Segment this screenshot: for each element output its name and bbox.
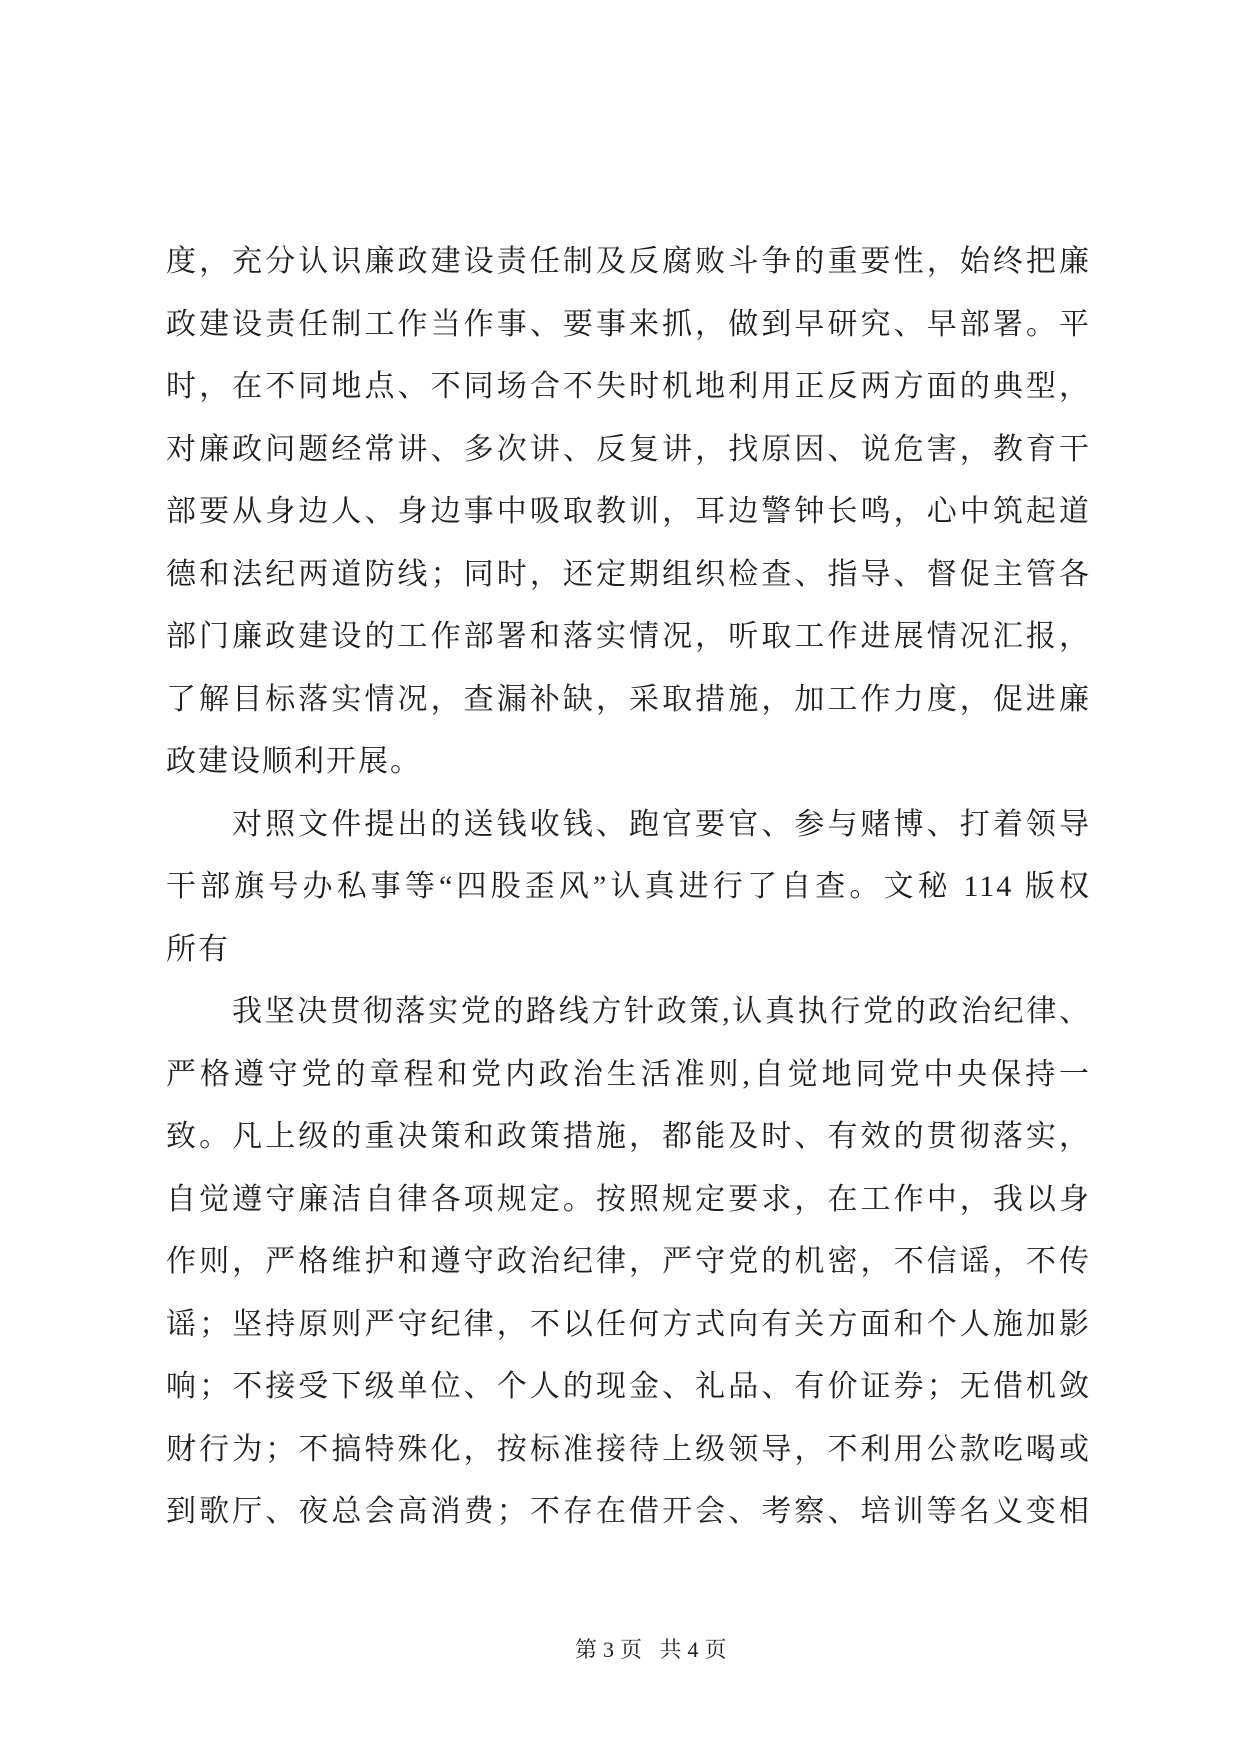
- text-line: 响；不接受下级单位、个人的现金、礼品、有价证券；无借机敛: [166, 1370, 1091, 1403]
- text-line: 作则，严格维护和遵守政治纪律，严守党的机密，不信谣，不传: [166, 1245, 1091, 1278]
- text-line: 谣；坚持原则严守纪律，不以任何方式向有关方面和个人施加影: [166, 1307, 1091, 1341]
- text-line: 对照文件提出的送钱收钱、跑官要官、参与赌博、打着领导: [232, 807, 1091, 841]
- text-line: 严格遵守党的章程和党内政治生活准则,自觉地同党中央保持一: [166, 1057, 1091, 1091]
- text-line: 干部旗号办私事等“四股歪风”认真进行了自查。文秘 114 版权: [166, 870, 1091, 903]
- document-body: [166, 231, 1091, 1544]
- text-line: 所有: [166, 932, 230, 966]
- text-line: 政建设顺利开展。: [166, 745, 422, 778]
- text-line: 了解目标落实情况，查漏补缺，采取措施，加工作力度，促进廉: [166, 682, 1091, 716]
- text-line: 致。凡上级的重决策和政策措施，都能及时、有效的贯彻落实，: [166, 1120, 1091, 1153]
- page-number: 第3页 共4页: [575, 1637, 733, 1662]
- text-line: 自觉遵守廉洁自律各项规定。按照规定要求，在工作中，我以身: [166, 1182, 1091, 1216]
- text-line: 部要从身边人、身边事中吸取教训，耳边警钟长鸣，心中筑起道: [166, 495, 1091, 528]
- text-line: 财行为；不搞特殊化，按标准接待上级领导，不利用公款吃喝或: [166, 1432, 1091, 1466]
- text-line: 政建设责任制工作当作事、要事来抓，做到早研究、早部署。平: [166, 307, 1091, 341]
- text-line: 对廉政问题经常讲、多次讲、反复讲，找原因、说危害，教育干: [166, 432, 1091, 466]
- text-line: 时，在不同地点、不同场合不失时机地利用正反两方面的典型，: [166, 370, 1091, 403]
- paragraph: [166, 231, 1091, 794]
- text-line: 德和法纪两道防线；同时，还定期组织检查、指导、督促主管各: [166, 557, 1091, 591]
- text-line: 到歌厅、夜总会高消费；不存在借开会、考察、培训等名义变相: [166, 1495, 1091, 1528]
- page-footer: [575, 1634, 733, 1666]
- text-line: 部门廉政建设的工作部署和落实情况，听取工作进展情况汇报，: [166, 620, 1091, 653]
- text-line: 度，充分认识廉政建设责任制及反腐败斗争的重要性，始终把廉: [166, 245, 1091, 278]
- paragraph: [166, 794, 1091, 982]
- paragraph: [166, 981, 1091, 1544]
- text-line: 我坚决贯彻落实党的路线方针政策,认真执行党的政治纪律、: [232, 995, 1091, 1028]
